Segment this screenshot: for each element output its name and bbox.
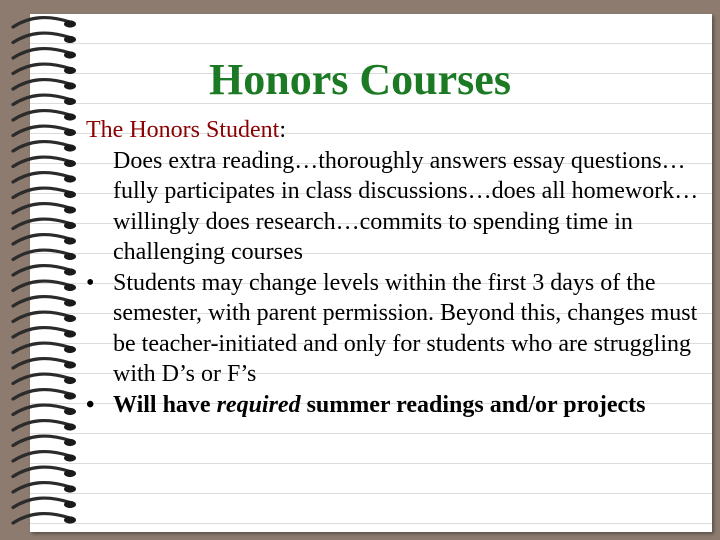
binding-ring — [13, 421, 76, 431]
honors-student-description: Does extra reading…thoroughly answers essay questions…fully participates in class discussions…does all homework…willingly does research…commits to spending time in challenging courses — [113, 147, 699, 265]
binding-ring — [13, 483, 76, 493]
binding-ring — [13, 467, 76, 477]
binding-ring — [13, 250, 76, 260]
binding-ring — [13, 452, 76, 462]
binding-ring — [13, 219, 76, 229]
binding-ring — [13, 436, 76, 446]
binding-ring — [13, 374, 76, 384]
binding-ring — [13, 297, 76, 307]
binding-ring — [13, 157, 76, 167]
bullet-text-emphasis: required — [216, 391, 301, 418]
binding-ring — [13, 405, 76, 415]
binding-ring — [13, 188, 76, 198]
slide-content — [86, 115, 701, 420]
binding-ring — [13, 390, 76, 400]
bullet-marker: • — [86, 269, 95, 296]
heading-colon: : — [279, 117, 286, 143]
binding-ring — [13, 359, 76, 369]
binding-ring — [13, 312, 76, 322]
binding-ring — [13, 142, 76, 152]
binding-ring — [13, 173, 76, 183]
binding-ring — [13, 498, 76, 508]
binding-ring — [13, 328, 76, 338]
binding-ring — [13, 111, 76, 121]
binding-ring — [13, 18, 76, 28]
bullet-item-summer-readings — [86, 390, 701, 421]
binding-ring — [13, 126, 76, 136]
binding-ring — [13, 514, 76, 524]
bullet-item-level-change — [86, 268, 701, 390]
binding-ring — [13, 281, 76, 291]
bullet-list — [86, 268, 701, 421]
binding-ring — [13, 204, 76, 214]
heading-label: The Honors Student — [86, 117, 280, 143]
binding-ring — [13, 235, 76, 245]
bullet-text-before: Will have — [113, 391, 217, 418]
bullet-text-after: summer readings and/or projects — [300, 391, 646, 418]
honors-student-heading — [86, 115, 701, 146]
binding-ring — [13, 343, 76, 353]
binding-ring — [13, 33, 76, 43]
slide-title: Honors Courses — [209, 55, 511, 104]
binding-ring — [13, 266, 76, 276]
bullet-marker: • — [86, 391, 95, 418]
bullet-text: Students may change levels within the first 3 days of the semester, with parent permission. Beyond this, changes must be teacher-initiated and only for students who are struggling with D’s or F’s — [113, 269, 698, 387]
